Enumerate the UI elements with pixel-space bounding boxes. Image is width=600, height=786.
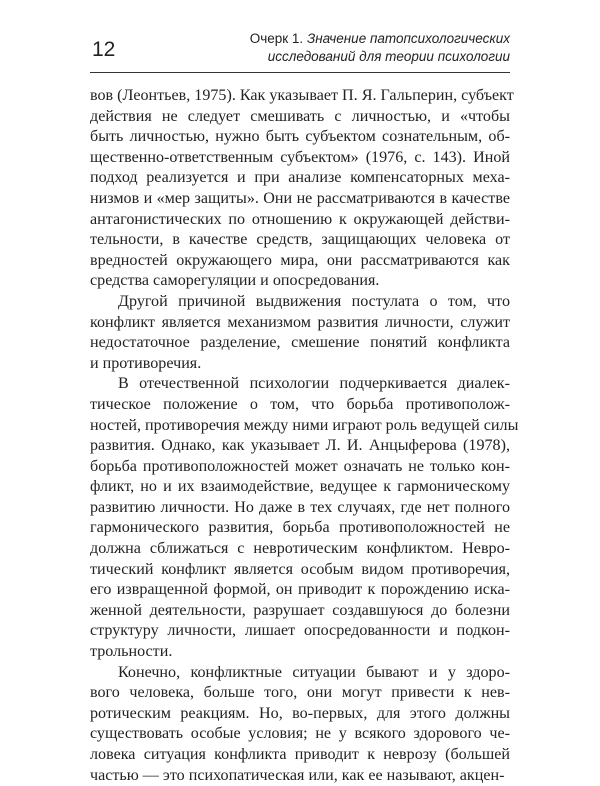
text-line: ротическим реакциям. Но, во-первых, для этого должны <box>90 704 510 722</box>
text-line: должна сближаться с невротическим конфликтом. Невро- <box>90 540 510 558</box>
text-line: конфликт является механизмом развития личности, служит <box>90 313 510 331</box>
text-line: структуру личности, лишает опосредованности и подкон- <box>90 622 510 640</box>
text-line: В отечественной психологии подчеркивается диалек- <box>118 375 510 393</box>
text-line: недостаточное разделение, смешение понятий конфликта <box>90 334 510 352</box>
text-line: тический конфликт является особым видом противоречия, <box>90 560 510 578</box>
paragraph <box>90 374 519 662</box>
page-header <box>90 30 510 74</box>
page-number: 12 <box>92 38 116 61</box>
text-line: щественно-ответственным субъектом» (1976, с. 143). Иной <box>90 148 510 166</box>
text-line: тическое положение о том, что борьба противополож- <box>90 395 510 413</box>
text-line: его извращенной формой, он приводит к порождению иска- <box>90 581 510 599</box>
text-line: и противоречия. <box>90 354 202 372</box>
header-rule <box>90 72 510 73</box>
text-line: вов (Леонтьев, 1975). Как указывает П. Я. Гальперин, субъект <box>90 87 514 104</box>
paragraph <box>90 292 510 374</box>
chapter-title-line-1: Значение патопсихологических <box>306 31 510 46</box>
text-line: гармонического развития, борьба противоположностей не <box>90 519 510 537</box>
text-line: действия не следует смешивать с личностью, и «чтобы <box>90 107 510 125</box>
text-line: фликт, но и их взаимодействие, ведущее к гармоническому <box>90 478 510 496</box>
text-line: трольности. <box>90 643 173 661</box>
text-line: быть личностью, нужно быть субъектом сознательным, об- <box>90 128 510 146</box>
text-line: вредностей окружающего мира, они рассматриваются как <box>90 251 510 269</box>
text-line: развития. Однако, как указывает Л. И. Анцыферова (1978), <box>90 437 510 455</box>
paragraph <box>90 663 510 786</box>
text-line: борьба противоположностей может означать не только кон- <box>90 457 510 475</box>
chapter-title-line-2: исследований для теории психологии <box>267 49 510 64</box>
body-text <box>90 86 519 786</box>
text-line: частью — это психопатическая или, как ее называют, акцен- <box>90 766 505 784</box>
text-line: подход реализуется и при анализе компенсаторных меха- <box>90 169 510 187</box>
text-line: средства саморегуляции и опосредования. <box>90 272 380 290</box>
text-line: женной деятельности, разрушает создавшуюся до болезни <box>90 601 510 619</box>
paragraph <box>90 86 514 292</box>
running-head-line-1 <box>250 30 510 48</box>
text-line: вого человека, больше того, они могут привести к нев- <box>90 684 510 702</box>
running-head <box>250 30 510 66</box>
text-line: Конечно, конфликтные ситуации бывают и у здоро- <box>118 663 510 681</box>
text-line: ностей, противоречия между ними играют роль ведущей силы <box>90 416 519 434</box>
text-line: антагонистических по отношению к окружающей действи- <box>90 210 510 228</box>
text-line: Другой причиной выдвижения постулата о том, что <box>118 292 510 310</box>
text-line: низмов и «мер защиты». Они не рассматриваются в качестве <box>90 189 510 207</box>
text-line: развитию личности. Но даже в тех случаях, где нет полного <box>90 498 510 516</box>
text-line: существовать особые условия; не у всякого здорового че- <box>90 725 510 743</box>
text-line: ловека ситуация конфликта приводит к неврозу (большей <box>90 746 510 763</box>
chapter-label: Очерк 1. <box>249 31 304 46</box>
text-line: тельности, в качестве средств, защищающих человека от <box>90 231 510 249</box>
